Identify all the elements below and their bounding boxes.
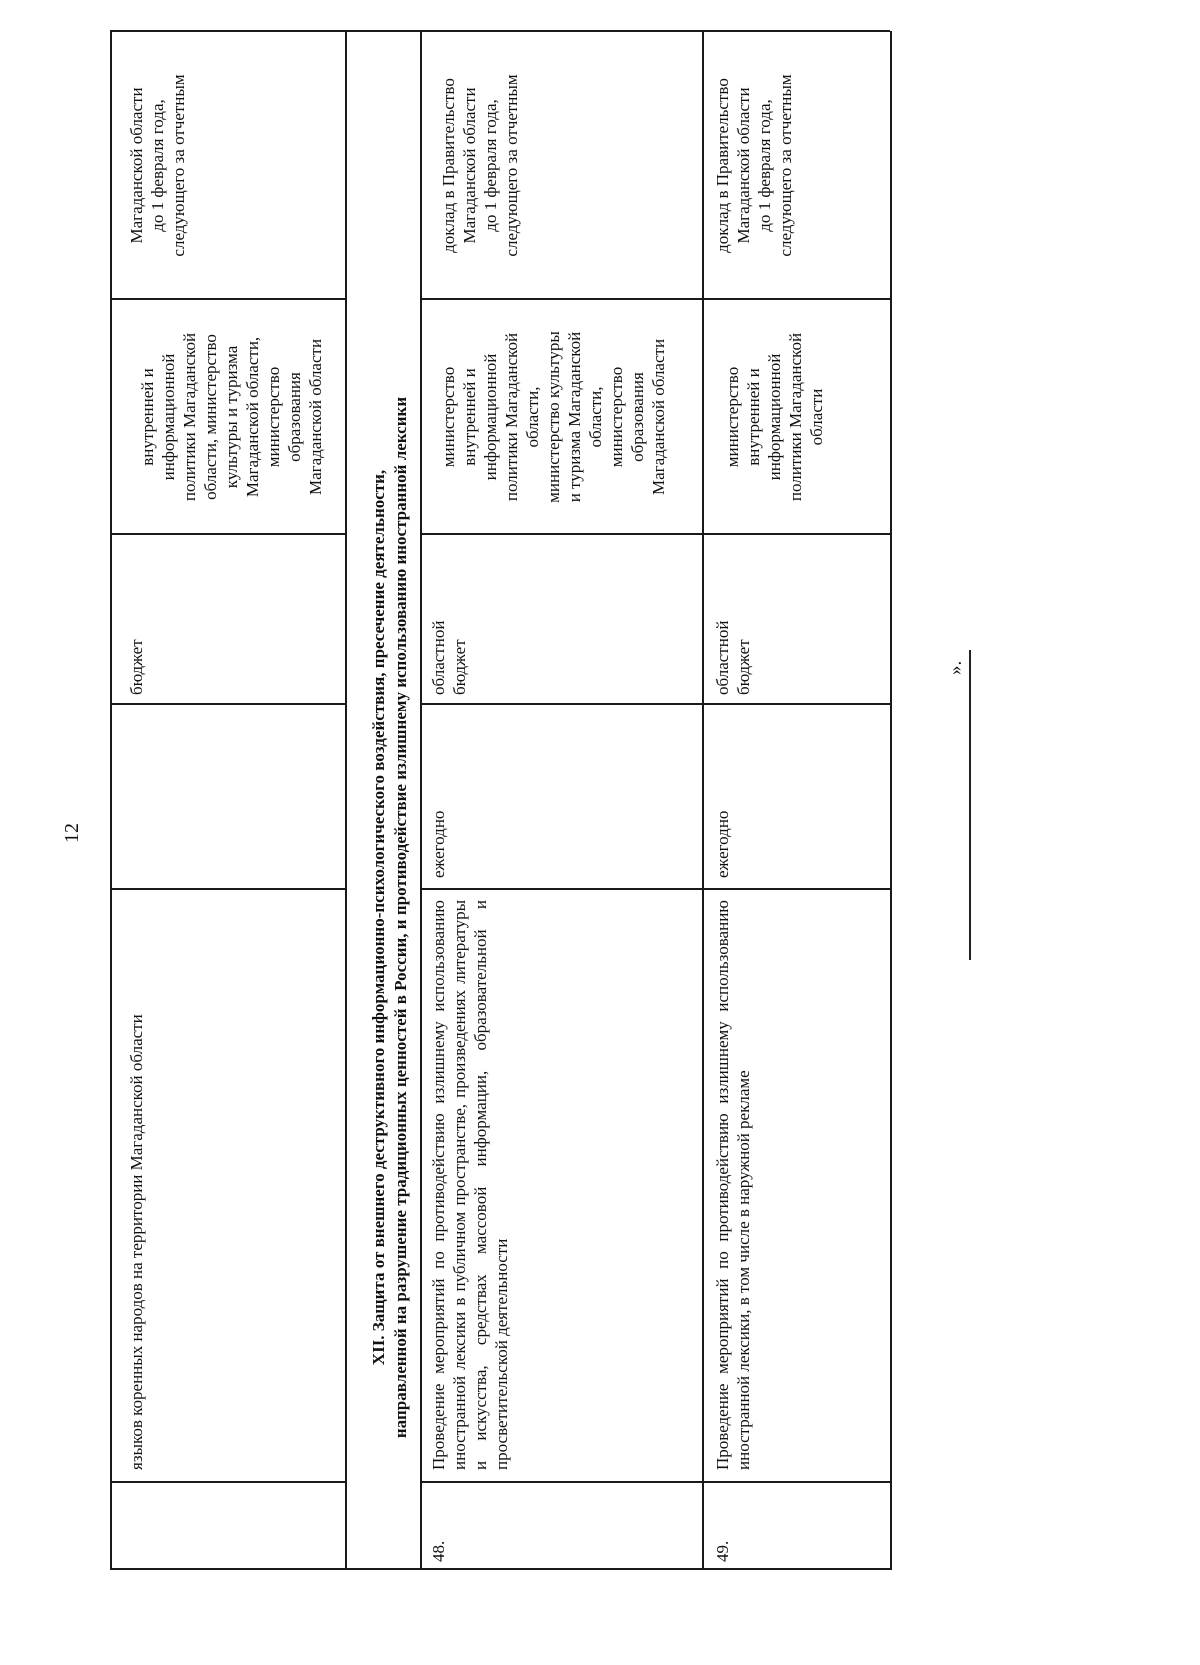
col-divider-executors	[110, 299, 345, 301]
table-top-border	[110, 31, 112, 1570]
executors-cell: внутренней и информационной политики Магаданской области, министерство культуры и туризма Магаданской области, министерство образования Магаданской области	[138, 332, 325, 502]
col-divider-measure	[110, 889, 345, 891]
col-divider-measure	[420, 889, 890, 891]
funding-cell: бюджет	[127, 639, 146, 695]
closing-quote-mark: ».	[945, 660, 966, 675]
term-cell: ежегодно	[713, 810, 732, 878]
col-divider-term	[110, 704, 345, 706]
row-separator-before-section	[345, 31, 347, 1570]
result-cell: доклад в Правительство Магаданской области до 1 февраля года, следующего за отчетным	[713, 74, 795, 257]
section-title: XII. Защита от внешнего деструктивного информационно-психологического воздействия, пресечение деятельности, направленной на разрушение традиционных ценностей в России, и противодействие излишнему использованию иностранной лексики	[369, 396, 410, 1439]
result-cell: Магаданской области до 1 февраля года, следующего за отчетным	[127, 74, 188, 257]
funding-cell: областной бюджет	[713, 620, 753, 695]
measure-cell: Проведение мероприятий по противодействию излишнему использованию иностранной лексики в публичном пространстве, произведениях литературы и искусства, средствах массовой информации, образовательной и просветительской деятельности	[429, 900, 511, 1470]
col-divider-funding	[420, 534, 890, 536]
closing-rule	[969, 650, 971, 960]
row-separator-48-49	[702, 31, 704, 1570]
row-number: 49.	[713, 1540, 732, 1562]
col-divider-funding	[110, 534, 345, 536]
executors-cell: министерство внутренней и информационной политики Магаданской области, министерство культуры и туризма Магаданской области, министерство образования Магаданской области	[439, 331, 668, 503]
executors-cell: министерство внутренней и информационной политики Магаданской области	[723, 332, 826, 502]
row-number: 48.	[429, 1540, 448, 1562]
result-cell: доклад в Правительство Магаданской области до 1 февраля года, следующего за отчетным	[439, 74, 521, 257]
measure-cell: языков коренных народов на территории Магаданской области	[127, 1014, 146, 1470]
measure-cell: Проведение мероприятий по противодействию излишнему использованию иностранной лексики, в том числе в наружной рекламе	[713, 900, 753, 1470]
funding-cell: областной бюджет	[429, 620, 469, 695]
col-divider-num	[110, 1482, 345, 1484]
term-cell: ежегодно	[429, 810, 448, 878]
col-divider-term	[420, 704, 890, 706]
col-divider-executors	[420, 299, 890, 301]
table-right-border	[110, 31, 890, 33]
table-left-border	[110, 1569, 890, 1571]
page-number: 12	[61, 823, 83, 843]
row-separator-after-section	[420, 31, 422, 1570]
table-bottom-border	[890, 31, 892, 1570]
col-divider-num	[420, 1482, 890, 1484]
